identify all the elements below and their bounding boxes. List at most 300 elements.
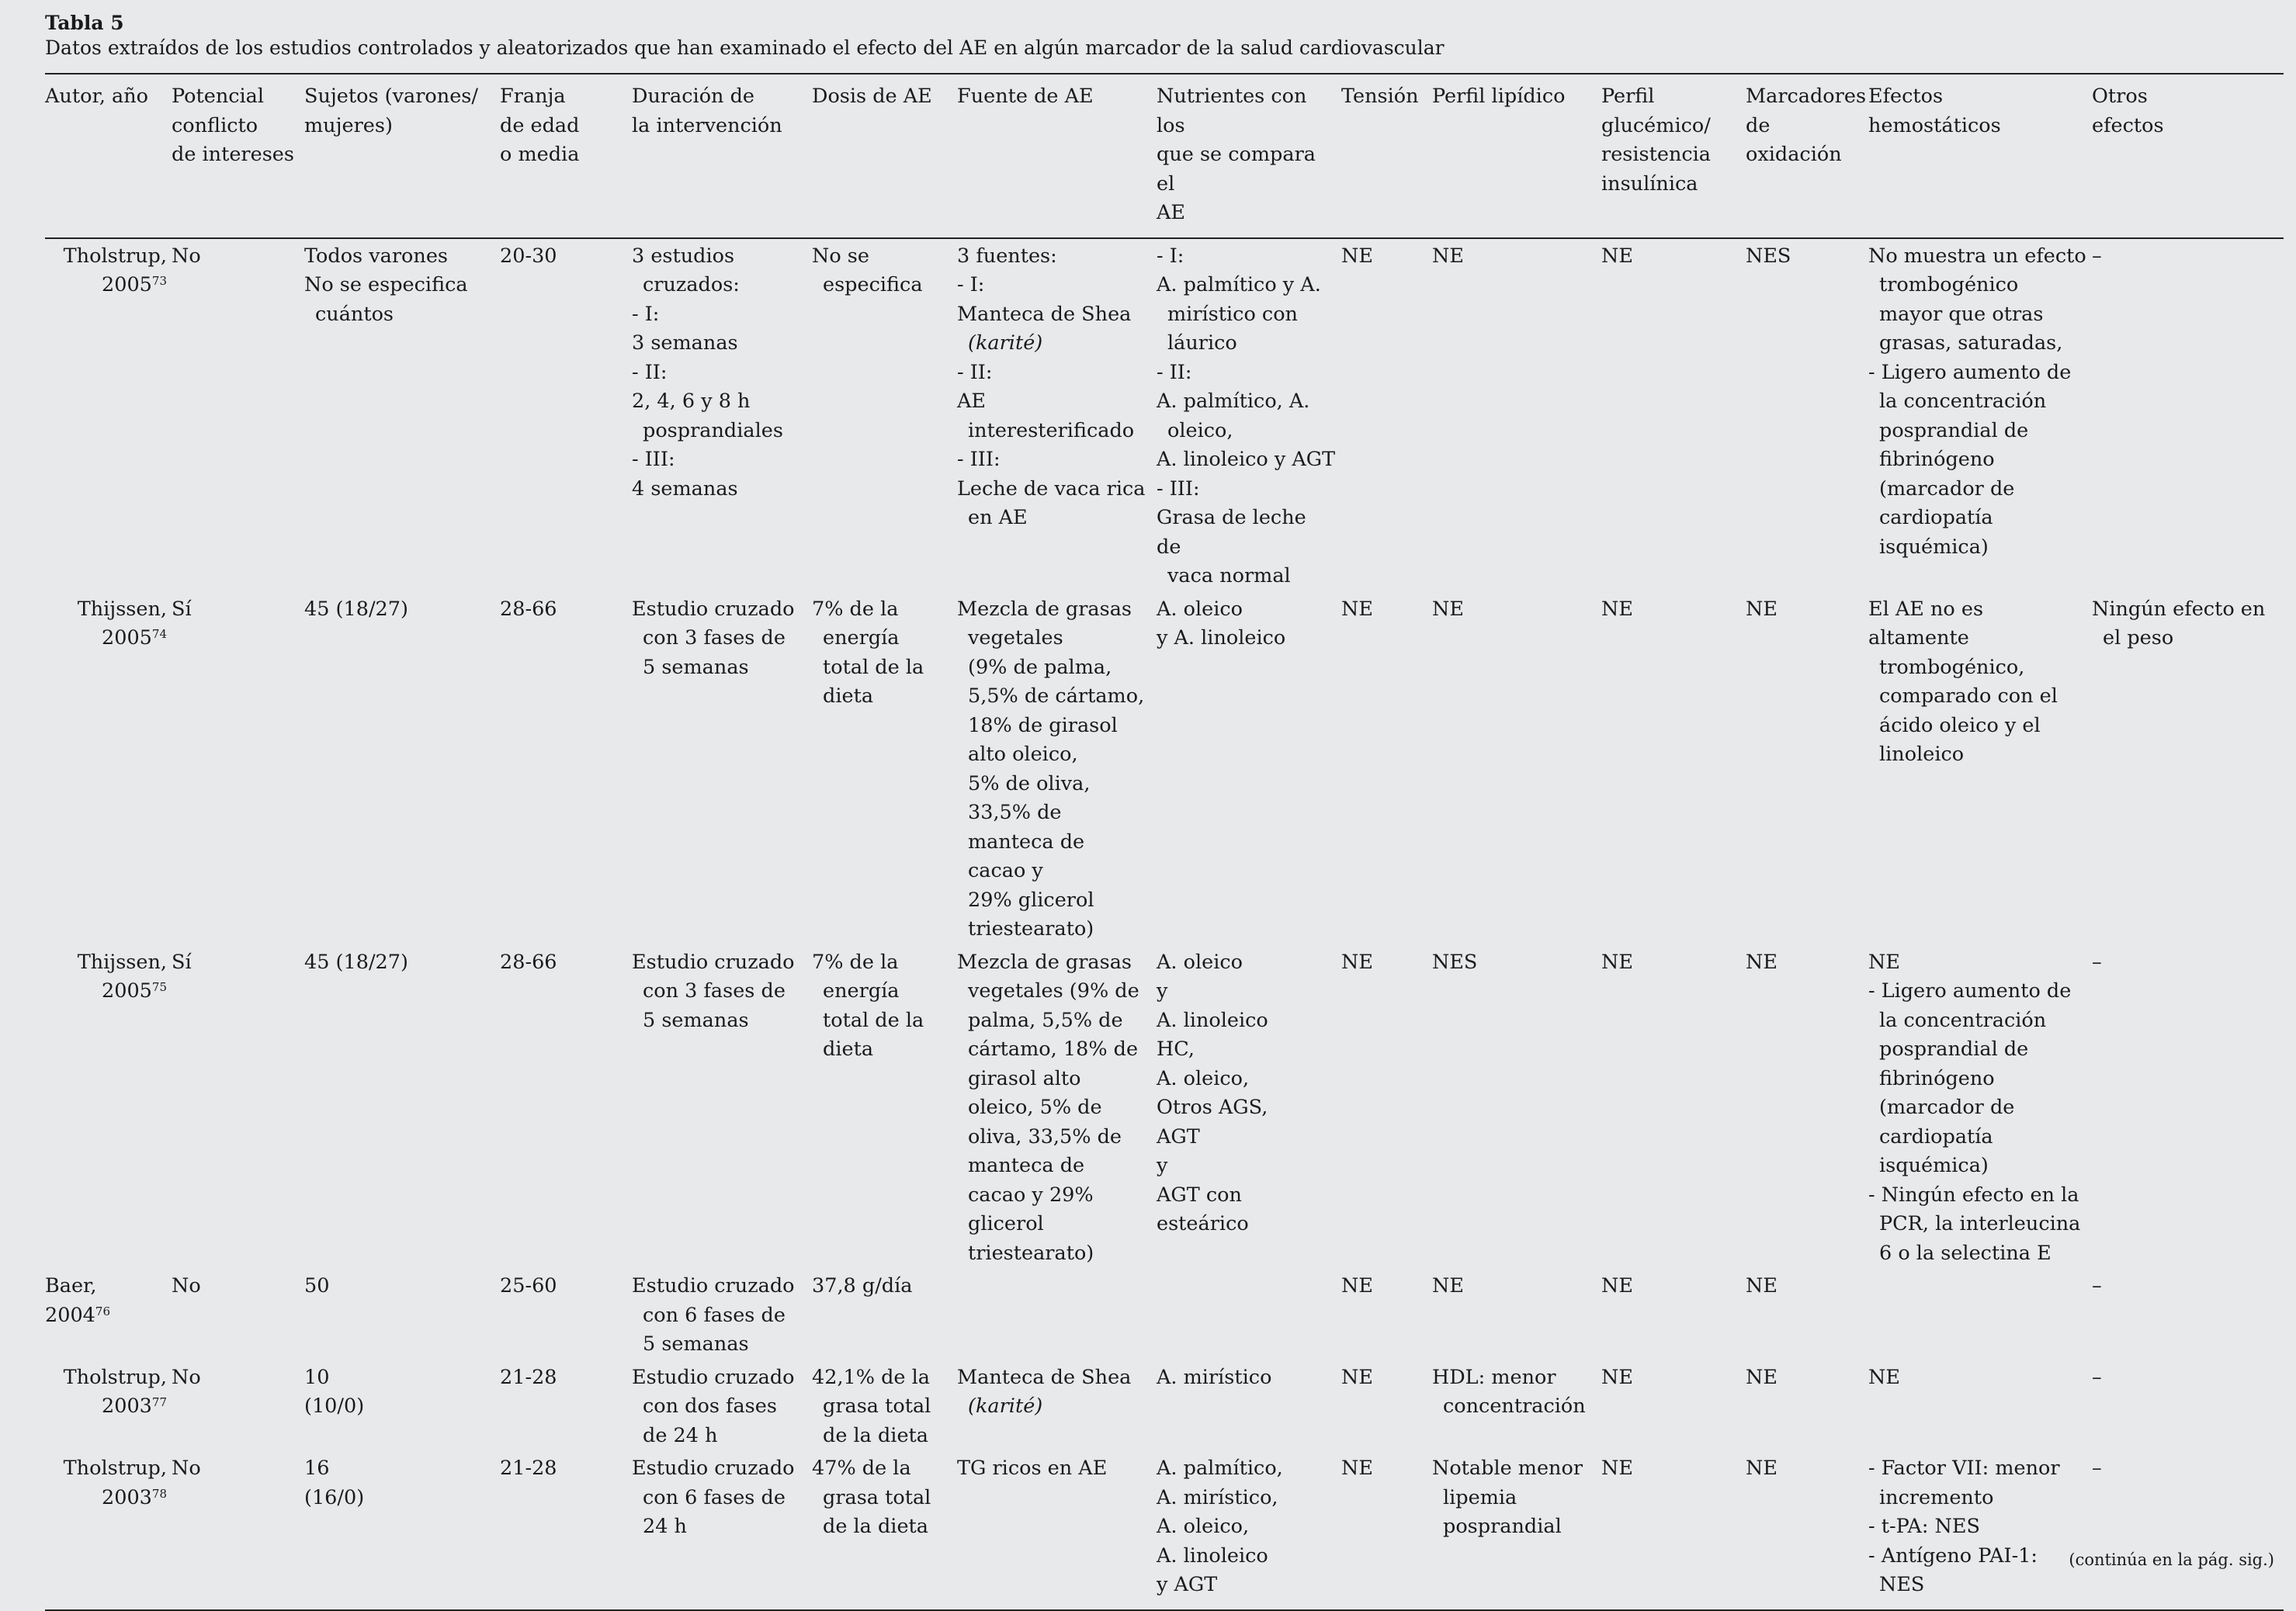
table-cell (812, 945, 957, 1270)
table-row (45, 592, 2284, 945)
header-line: Perfil (1601, 85, 1655, 108)
cell-line: 18% de girasol (968, 713, 1118, 737)
cell-line: NE (1746, 1365, 1777, 1389)
cell-line: 5% de oliva, (968, 771, 1091, 795)
table-cell (632, 945, 812, 1270)
header-line: Otros (2092, 85, 2148, 108)
cell-line: fibrinógeno (1879, 1066, 1995, 1090)
table-cell (1341, 238, 1432, 592)
author-year: 2005 (102, 273, 152, 296)
table-cell (1868, 1360, 2092, 1452)
cell-line: triestearato) (968, 1241, 1094, 1265)
cell-line: NE (1432, 1274, 1464, 1297)
cell-line: Sí (172, 950, 192, 974)
continuation-note: (continúa en la pág. sig.) (2069, 1550, 2274, 1569)
cell-line: energía (823, 979, 900, 1003)
table-cell (957, 238, 1157, 592)
cell-line: grasa total (823, 1485, 931, 1509)
header-line: Potencial (172, 85, 265, 108)
cell-line: AGT con esteárico (1157, 1183, 1249, 1235)
table-cell (1868, 1451, 2092, 1610)
table-cell (632, 592, 812, 945)
cell-line: Manteca de Shea (957, 302, 1132, 326)
cell-line: grasa total (823, 1394, 931, 1418)
table-cell (500, 592, 632, 945)
cell-line: vegetales (968, 626, 1063, 650)
header-line: de edad (500, 113, 580, 137)
table-cell (304, 1269, 500, 1360)
table-cell (1868, 238, 2092, 592)
cell-line: (10/0) (304, 1394, 365, 1418)
header-line: de intereses (172, 143, 294, 166)
cell-line: cruzados: (643, 273, 740, 296)
cell-line: posprandiales (643, 418, 783, 442)
cell-line: concentración (1443, 1394, 1586, 1418)
cell-line: cártamo, 18% de (968, 1038, 1139, 1061)
table-cell (1341, 1269, 1432, 1360)
cell-line: - t-PA: NES (1868, 1515, 1980, 1538)
author-name: Thijssen, (77, 950, 167, 974)
cell-line: alto oleico, (968, 743, 1078, 766)
cell-line: de 24 h (643, 1423, 718, 1447)
table-cell (1157, 1360, 1341, 1452)
table-cell (500, 1360, 632, 1452)
cell-line: NE (1601, 1365, 1633, 1389)
cell-line: de la dieta (823, 1515, 929, 1538)
cell-line: Manteca de Shea (957, 1365, 1132, 1389)
cell-line: 16 (304, 1457, 330, 1480)
cell-line: 20-30 (500, 244, 557, 268)
cell-line: de la dieta (823, 1423, 929, 1447)
cell-line: – (2092, 244, 2102, 268)
cell-line: - Ningún efecto en la (1868, 1183, 2079, 1207)
header-line: la intervención (632, 113, 782, 137)
header-line: Sujetos (varones/ (304, 85, 478, 108)
column-header (1341, 74, 1432, 238)
table-cell (957, 1269, 1157, 1360)
author-cell (45, 1451, 172, 1610)
reference-number: 76 (95, 1304, 110, 1318)
cell-line: – (2092, 1457, 2102, 1480)
cell-line: 45 (18/27) (304, 950, 408, 974)
cell-line: Estudio cruzado (632, 950, 795, 974)
reference-number: 74 (151, 627, 167, 641)
header-line: o media (500, 143, 580, 166)
table-cell (304, 1360, 500, 1452)
cell-line: oliva, 33,5% de (968, 1124, 1122, 1148)
cell-line: Mezcla de grasas (957, 950, 1132, 974)
cell-line: 5 semanas (643, 1008, 749, 1032)
cell-line: - III: (957, 448, 1001, 471)
table-cell (172, 1451, 304, 1610)
table-body (45, 238, 2284, 1610)
cell-line: NE (1341, 244, 1373, 268)
table-cell (304, 238, 500, 592)
table-cell (304, 945, 500, 1270)
column-header (812, 74, 957, 238)
cell-line: NE (1868, 950, 1900, 974)
cell-line: comparado con el (1879, 684, 2058, 708)
cell-line: 42,1% de la (812, 1365, 930, 1389)
table-cell (632, 1269, 812, 1360)
cell-line: (marcador de (1879, 476, 2015, 501)
header-line: Autor, año (45, 85, 149, 108)
header-line: efectos (2092, 113, 2164, 137)
cell-line: - II: (1157, 360, 1192, 384)
author-name: Baer, 2004 (45, 1274, 97, 1327)
cell-line: Estudio cruzado (632, 1274, 795, 1297)
header-line: de (1746, 113, 1771, 137)
table-cell (304, 592, 500, 945)
cell-line: NE (1601, 1457, 1633, 1480)
cell-line: NE (1601, 244, 1633, 268)
cell-line: con 3 fases de (643, 626, 786, 650)
cell-line: 2, 4, 6 y 8 h (632, 390, 751, 413)
table-cell (1868, 945, 2092, 1270)
cell-line: y A. linoleico (1157, 626, 1286, 650)
cell-line: isquémica) (1879, 1154, 1989, 1177)
cell-line: NE (1601, 1274, 1633, 1297)
author-year: 2003 (102, 1394, 152, 1418)
cell-line: NE (1432, 244, 1464, 268)
table-cell (2092, 1360, 2284, 1452)
header-line: conflicto (172, 113, 258, 137)
cell-line: 29% glicerol (968, 888, 1094, 912)
column-header (172, 74, 304, 238)
cell-line: A. linoleico (1157, 1008, 1268, 1032)
table-cell (172, 945, 304, 1270)
cell-line: isquémica) (1879, 535, 1989, 559)
column-header (1432, 74, 1601, 238)
table-cell (304, 1451, 500, 1610)
cell-line: NE (1746, 597, 1777, 621)
table-cell (1157, 1451, 1341, 1610)
cell-line: Otros AGS, (1157, 1096, 1268, 1119)
cell-line: - Ligero aumento de (1868, 360, 2072, 384)
cell-line: - II: (957, 360, 993, 384)
cell-line: 50 (304, 1274, 330, 1297)
table-cell (1341, 1451, 1432, 1610)
cell-line: - I: (632, 302, 660, 326)
header-line: glucémico/ (1601, 113, 1711, 137)
table-cell (1746, 238, 1868, 592)
cell-line: NE (1341, 950, 1373, 974)
cell-line: cardiopatía (1879, 506, 1993, 529)
cell-line: NE (1341, 1274, 1373, 1297)
table-cell (1868, 1269, 2092, 1360)
cell-line: NE (1341, 1365, 1373, 1389)
cell-line: 5 semanas (643, 655, 749, 679)
cell-line: y AGT (1157, 1573, 1218, 1596)
table-cell (1601, 1360, 1746, 1452)
cell-line: 47% de la (812, 1457, 911, 1480)
cell-line: láurico (1167, 331, 1237, 355)
cell-line: A. palmítico y A. (1157, 273, 1321, 296)
cell-line: NE (1601, 950, 1633, 974)
cell-line: NE (1746, 1274, 1777, 1297)
cell-line: posprandial de (1879, 418, 2029, 442)
table-cell (1341, 592, 1432, 945)
table-cell (500, 945, 632, 1270)
cell-line: 25-60 (500, 1274, 557, 1297)
cell-line: - I: (957, 273, 985, 296)
cell-line: ácido oleico y el (1879, 713, 2041, 737)
cell-line: cacao y 29% (968, 1183, 1094, 1207)
cell-line: - III: (632, 448, 675, 471)
table-cell (1432, 1269, 1601, 1360)
table-row (45, 1360, 2284, 1452)
cell-line: (marcador de (1879, 1096, 2015, 1119)
header-line: insulínica (1601, 171, 1698, 196)
column-header (500, 74, 632, 238)
cell-line: interesterificado (968, 418, 1135, 442)
cell-line: A. mirístico (1157, 1365, 1272, 1389)
table-cell (2092, 1269, 2284, 1360)
table-cell (812, 592, 957, 945)
cell-line: 7% de la (812, 597, 899, 621)
table-row (45, 238, 2284, 592)
table-cell (500, 238, 632, 592)
cell-line: Grasa de leche de (1157, 506, 1306, 559)
author-name: Tholstrup, (63, 1365, 167, 1389)
cell-line: 3 estudios (632, 244, 735, 268)
cell-line: AGT (1157, 1124, 1200, 1148)
table-cell (1746, 1360, 1868, 1452)
cell-line: fibrinógeno (1879, 448, 1995, 471)
table-cell (1341, 1360, 1432, 1452)
cell-line: A. linoleico y AGT (1157, 448, 1336, 471)
cell-line: A. linoleico (1157, 1543, 1268, 1568)
cell-line: - Factor VII: menor (1868, 1457, 2060, 1480)
table-cell (1601, 945, 1746, 1270)
cell-line: PCR, la interleucina (1879, 1212, 2081, 1235)
table-cell (1746, 1451, 1868, 1610)
header-line: Perfil lipídico (1432, 85, 1566, 108)
table-cell (500, 1451, 632, 1610)
cell-line: No muestra un efecto (1868, 244, 2086, 268)
table-row (45, 1451, 2284, 1610)
cell-line: palma, 5,5% de (968, 1008, 1123, 1032)
cell-line: oleico, (1167, 418, 1233, 442)
cell-line: (karité) (968, 1394, 1043, 1418)
cell-line: - I: (1157, 244, 1184, 268)
table-cell (1601, 592, 1746, 945)
cell-line: A. oleico (1157, 950, 1243, 974)
cell-line: A. oleico (1157, 597, 1243, 621)
table-cell (1746, 945, 1868, 1270)
cell-line: Mezcla de grasas (957, 597, 1132, 621)
header-line: Fuente de AE (957, 85, 1094, 108)
header-line: Nutrientes con los (1157, 85, 1307, 137)
cell-line: 37,8 g/día (812, 1274, 913, 1297)
table-cell (812, 238, 957, 592)
cell-line: NES (1879, 1573, 1925, 1596)
cell-line: total de la (823, 1008, 924, 1032)
table-page (45, 11, 2284, 1611)
cell-line: AE (957, 390, 987, 413)
cell-line: especifica (823, 273, 923, 296)
cell-line: y (1157, 979, 1168, 1003)
author-year: 2005 (102, 979, 152, 1003)
table-cell (1601, 1269, 1746, 1360)
cell-line: A. palmítico, (1157, 1457, 1283, 1480)
cell-line: HDL: menor (1432, 1365, 1556, 1389)
cell-line: cardiopatía (1879, 1124, 1993, 1148)
header-line: Efectos (1868, 85, 1944, 108)
table-cell (812, 1360, 957, 1452)
table-cell (1341, 945, 1432, 1270)
header-line: Marcadores (1746, 85, 1867, 108)
cell-line: con 3 fases de (643, 979, 786, 1003)
cell-line: - III: (1157, 476, 1200, 501)
cell-line: 24 h (643, 1515, 687, 1538)
cell-line: – (2092, 1365, 2102, 1389)
author-name: Tholstrup, (63, 244, 167, 268)
cell-line: 3 fuentes: (957, 244, 1057, 268)
cell-line: cacao y (968, 859, 1043, 882)
cell-line: 21-28 (500, 1457, 557, 1480)
column-header (304, 74, 500, 238)
cell-line: 6 o la selectina E (1879, 1241, 2051, 1265)
table-cell (500, 1269, 632, 1360)
table-cell (1601, 238, 1746, 592)
cell-line: No se especifica (304, 273, 468, 296)
cell-line: mirístico con (1167, 302, 1298, 326)
cell-line: girasol alto (968, 1066, 1081, 1090)
cell-line: 4 semanas (632, 476, 738, 501)
cell-line: triestearato) (968, 917, 1094, 941)
author-cell (45, 592, 172, 945)
cell-line: 33,5% de (968, 801, 1062, 824)
table-cell (812, 1269, 957, 1360)
cell-line: NE (1341, 597, 1373, 621)
cell-line: lipemia (1443, 1485, 1517, 1509)
cell-line: NE (1341, 1457, 1373, 1480)
cell-line: oleico, 5% de (968, 1096, 1102, 1119)
header-line: Tensión (1341, 85, 1419, 108)
cell-line: linoleico (1879, 743, 1965, 766)
cell-line: manteca de (968, 830, 1085, 854)
cell-line: la concentración (1879, 390, 2047, 413)
cell-line: 3 semanas (632, 331, 738, 355)
header-line: mujeres) (304, 113, 393, 137)
cell-line: 28-66 (500, 950, 557, 974)
cell-line: 7% de la (812, 950, 899, 974)
table-cell (1868, 592, 2092, 945)
cell-line: Ningún efecto en (2092, 597, 2266, 621)
reference-number: 75 (151, 980, 167, 994)
cell-line: el peso (2103, 626, 2174, 650)
cell-line: posprandial (1443, 1515, 1562, 1538)
cell-line: A. oleico, (1157, 1066, 1250, 1090)
cell-line: (karité) (968, 331, 1043, 355)
header-line: que se compara el (1157, 143, 1316, 196)
cell-line: vaca normal (1167, 564, 1291, 587)
cell-line: mayor que otras (1879, 302, 2044, 326)
table-cell (1157, 1269, 1341, 1360)
header-line: Duración de (632, 85, 754, 108)
cell-line: NES (1432, 950, 1478, 974)
cell-line: NES (1746, 244, 1791, 268)
cell-line: (16/0) (304, 1485, 365, 1509)
cell-line: manteca de (968, 1154, 1085, 1177)
reference-number: 77 (151, 1395, 167, 1409)
column-header (1746, 74, 1868, 238)
cell-line: TG ricos en AE (957, 1457, 1108, 1480)
table-cell (2092, 592, 2284, 945)
author-name: Thijssen, (77, 597, 167, 621)
cell-line: posprandial de (1879, 1038, 2029, 1061)
table-cell (957, 945, 1157, 1270)
table-cell (1432, 945, 1601, 1270)
header-line: hemostáticos (1868, 113, 2001, 137)
author-year: 2005 (102, 626, 152, 650)
header-line: AE (1157, 201, 1186, 224)
reference-number: 78 (151, 1486, 167, 1501)
column-header (1601, 74, 1746, 238)
cell-line: No (172, 244, 201, 268)
cell-line: trombogénico, (1879, 655, 2025, 679)
cell-line: incremento (1879, 1485, 1994, 1509)
column-header (2092, 74, 2284, 238)
cell-line: NE (1746, 1457, 1777, 1480)
cell-line: con 6 fases de (643, 1485, 786, 1509)
cell-line: glicerol (968, 1212, 1044, 1235)
cell-line: 45 (18/27) (304, 597, 408, 621)
cell-line: en AE (968, 506, 1028, 529)
cell-line: cuántos (315, 302, 394, 326)
table-cell (1746, 592, 1868, 945)
table-cell (2092, 945, 2284, 1270)
table-cell (632, 1360, 812, 1452)
cell-line: con 6 fases de (643, 1303, 786, 1327)
cell-line: No se (812, 244, 869, 268)
cell-line: NE (1432, 597, 1464, 621)
cell-line: trombogénico (1879, 273, 2019, 296)
author-cell (45, 945, 172, 1270)
table-cell (2092, 238, 2284, 592)
cell-line: 28-66 (500, 597, 557, 621)
author-cell (45, 1269, 172, 1360)
table-cell (1601, 1451, 1746, 1610)
table-cell (957, 592, 1157, 945)
table-caption: Datos extraídos de los estudios controlados y aleatorizados que han examinado el efecto del AE en algún marcador de la salud cardiovascular (45, 36, 1445, 59)
cell-line: Estudio cruzado (632, 1365, 795, 1389)
cell-line: - Antígeno PAI-1: (1868, 1543, 2038, 1568)
cell-line: y (1157, 1154, 1168, 1177)
column-header (45, 74, 172, 238)
column-header (1868, 74, 2092, 238)
cell-line: A. palmítico, A. (1157, 390, 1310, 413)
table-cell (632, 1451, 812, 1610)
table-cell (632, 238, 812, 592)
table-cell (1157, 592, 1341, 945)
cell-line: NE (1601, 597, 1633, 621)
column-header (1157, 74, 1341, 238)
header-line: Dosis de AE (812, 85, 932, 108)
table-cell (1157, 238, 1341, 592)
cell-line: Estudio cruzado (632, 597, 795, 621)
cell-line: total de la (823, 655, 924, 679)
table-cell (1432, 1360, 1601, 1452)
table-cell (2092, 1451, 2284, 1610)
cell-line: energía (823, 626, 900, 650)
table-cell (172, 238, 304, 592)
table-cell (957, 1360, 1157, 1452)
table-row (45, 945, 2284, 1270)
cell-line: Leche de vaca rica (957, 476, 1146, 501)
cell-line: No (172, 1457, 201, 1480)
